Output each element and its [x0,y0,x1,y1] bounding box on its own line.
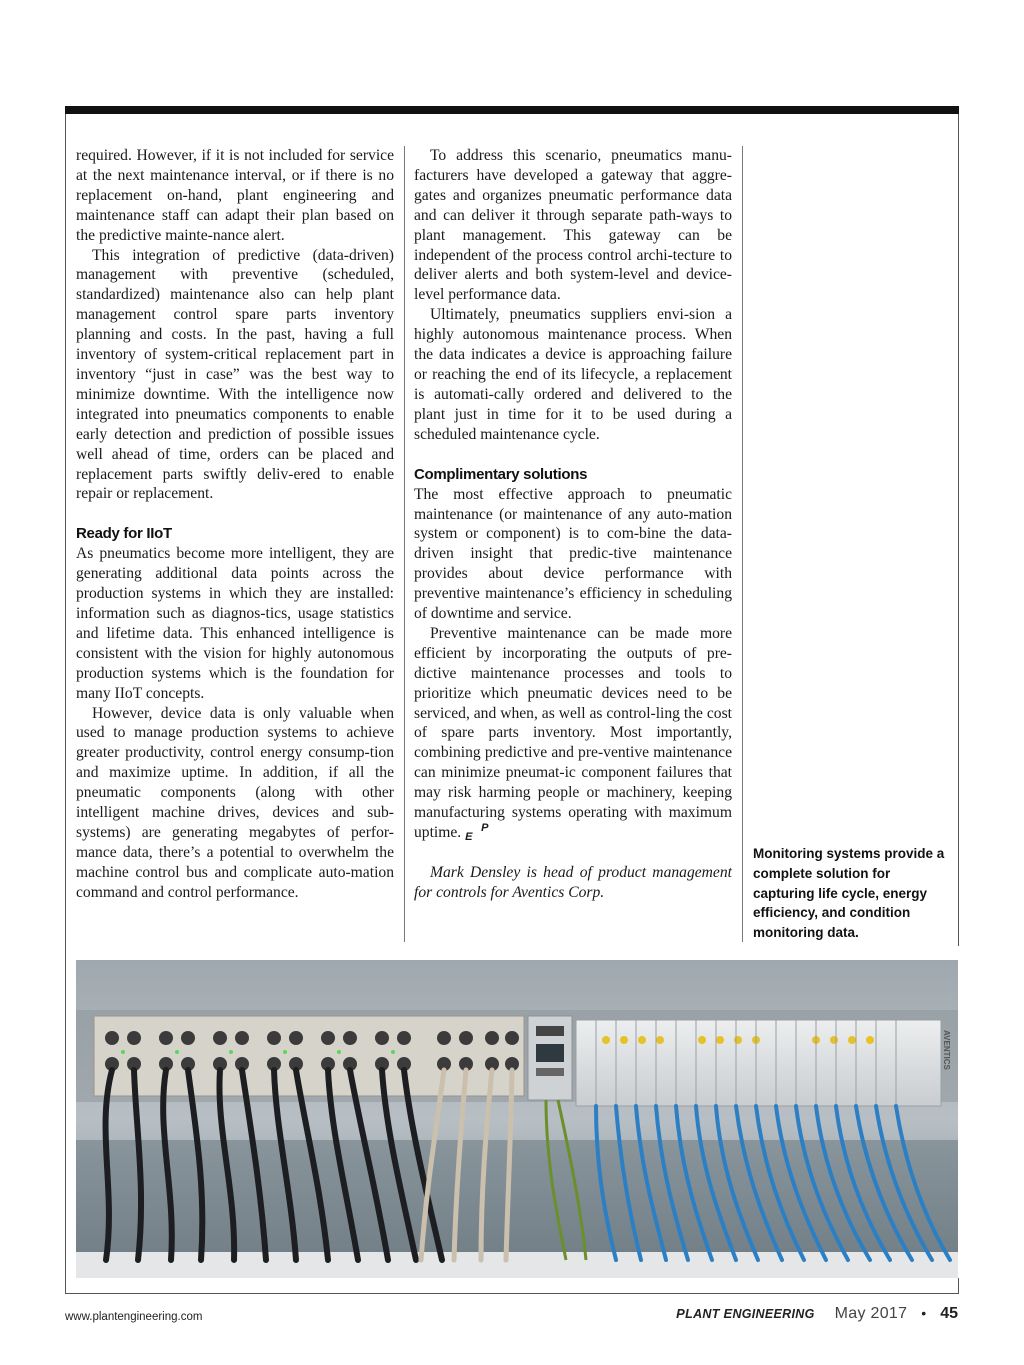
footer-website-url: www.plantengineering.com [65,1311,203,1323]
author-bio: Mark Densley is head of product management for controls for Aventics Corp. [414,863,732,901]
frame-bottom-rule [65,1293,959,1294]
footer-separator: • [921,1305,927,1321]
paragraph: The most effective approach to pneumatic maintenance (or maintenance of any auto-mation system or component) is to com-bine the data-driven insight that predic-tive maintenance provides about device performance with preventive maintenance’s efficiency in scheduling of downtime and service. [414,485,732,623]
io-modules [94,1016,524,1096]
page-number: 45 [940,1305,958,1322]
photo-caption: Monitoring systems provide a complete solution for capturing life cycle, energy efficiency, and condition monitoring data. [753,846,945,941]
section-heading: Complimentary solutions [414,465,588,483]
paragraph [414,624,732,843]
article-column-1 [76,146,394,903]
brand-label: AVENTICS [942,1030,951,1070]
issue-date: May 2017 [834,1305,908,1322]
paragraph: Ultimately, pneumatics suppliers envi-sion a highly autonomous maintenance process. When the data indicates a device is approaching failure or reaching the end of its lifecycle, a replacement is automati-cally ordered and delivered to the plant just in time for it to be used during a scheduled maintenance cycle. [414,306,732,443]
top-rule [65,106,959,114]
frame-left-rule [65,114,66,1294]
controller-module [528,1016,572,1100]
equipment-photo [76,960,958,1278]
footer-folio [676,1305,958,1323]
frame-right-rule-lower [958,1278,959,1294]
article-column-2 [414,146,732,903]
column-divider [742,146,743,942]
paragraph: However, device data is only valuable when used to manage production systems to achieve greater productivity, control energy consump-tion and maximize uptime. In addition, if all the pneumatic components (along with other intelligent machine drives, devices and sub-systems) are generating megabytes of perfor-mance data, there’s a potential to overwhelm the machine control bus and complicate auto-mation command and control performance. [76,704,394,901]
publication-name: PLANT ENGINEERING [676,1306,815,1321]
paragraph: This integration of predictive (data-driven) management with preventive (scheduled, standardized) maintenance also can help plant management control spare parts inventory planning and costs. In the past, having a full inventory of system-critical replacement part in inventory “just in case” was the best way to minimize downtime. With the intelligence now integrated into pneumatics components to enable early detection and prediction of possible issues well ahead of time, orders can be placed and replacement parts swiftly deliv-ered to enable repair or replacement. [76,246,394,503]
paragraph: To address this scenario, pneumatics manu-facturers have developed a gateway that aggre-gates and organizes pneumatic performance data and can deliver it through separate path-ways to plant management. This gateway can be independent of the process control archi-tecture to deliver alerts and both system-level and device-level performance data. [414,147,732,304]
paragraph: required. However, if it is not included for service at the next maintenance interval, or if there is no replacement on-hand, plant engineering and maintenance staff can adapt their plan based on the predictive mainte-nance alert. [76,147,394,244]
paragraph-text: Preventive maintenance can be made more efficient by incorporating the outputs of pre-dictive maintenance processes and tools to prioritize which pneumatic devices need to be serviced, and when, as well as control-ling the cost of spare parts inventory. Most importantly, combining predictive and pre-ventive maintenance can minimize pneumat-ic component failures that may risk harming people or machinery, keeping manufacturing systems operating with maximum uptime. [414,624,732,841]
end-of-article-mark: P E [465,822,489,844]
paragraph: As pneumatics become more intelligent, they are generating additional data points across the production systems in which they are installed: information such as diagnos-tics, usage statistics and lifetime data. This enhanced intelligence is consistent with the vision for highly autonomous production systems which is the foundation for many IIoT concepts. [76,545,394,702]
frame-right-rule [958,114,959,946]
valve-manifold [576,1020,951,1106]
column-divider [404,146,405,942]
section-heading: Ready for IIoT [76,525,172,543]
